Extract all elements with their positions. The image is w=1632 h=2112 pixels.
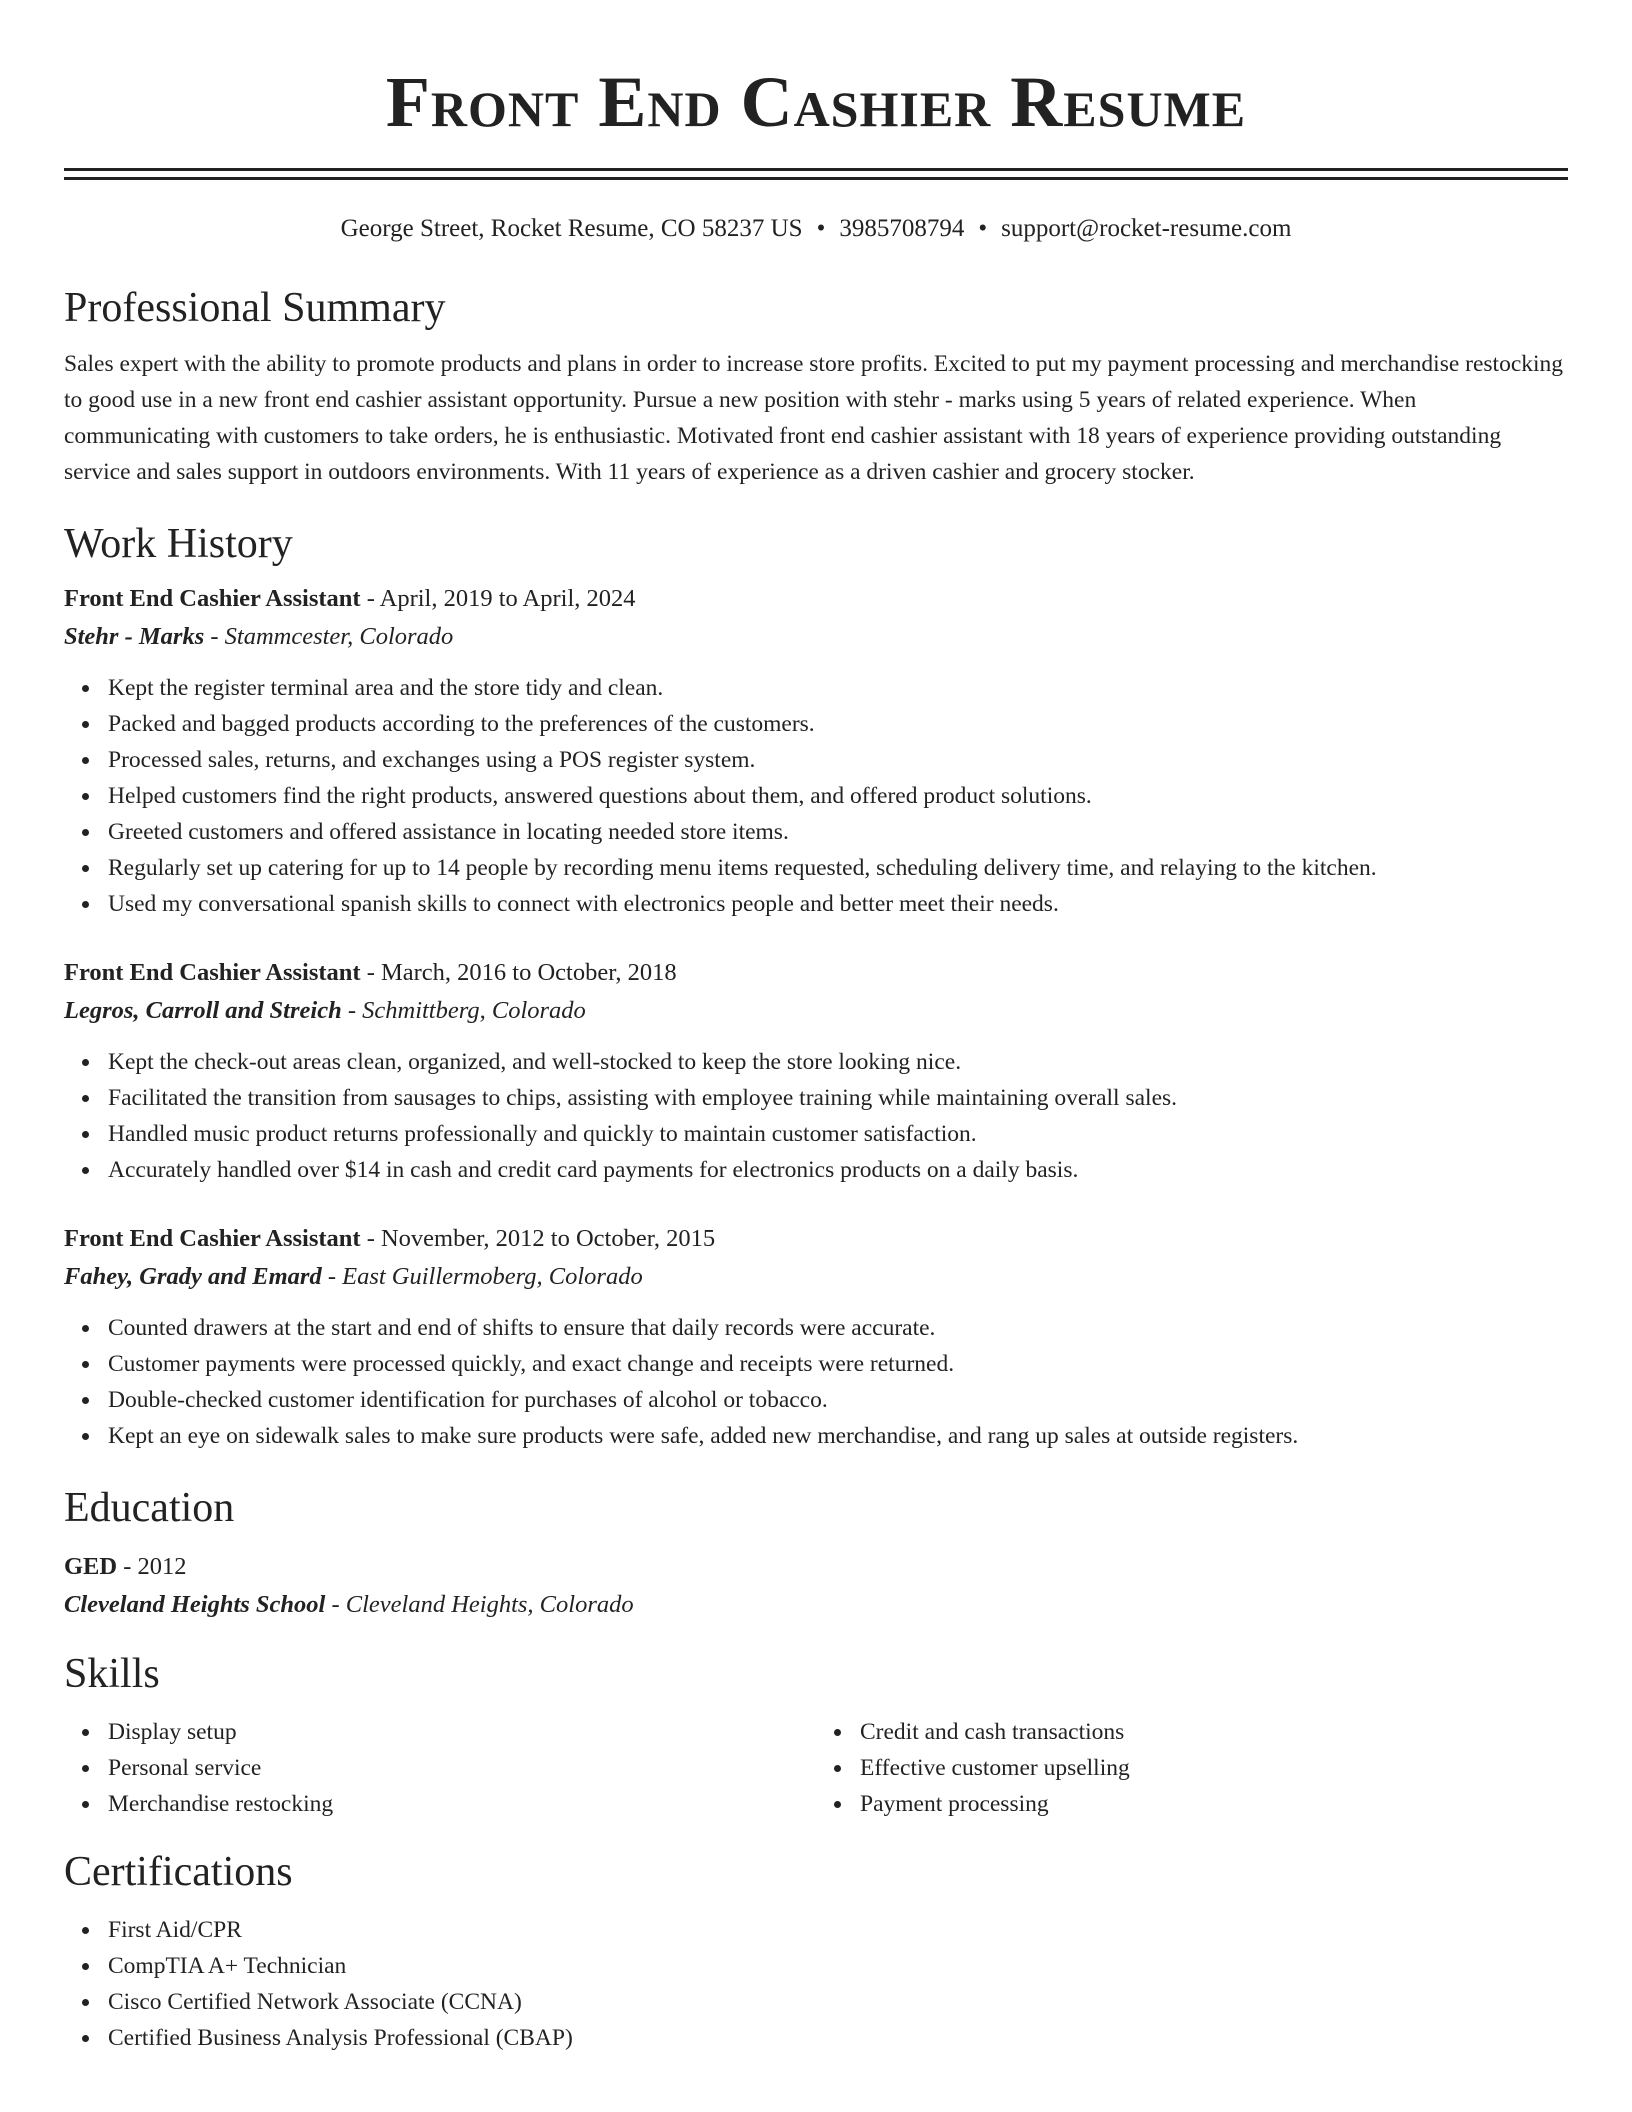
contact-address: George Street, Rocket Resume, CO 58237 US: [340, 215, 803, 242]
summary-text: Sales expert with the ability to promote products and plans in order to increase store profits. Excited to put my payment processing and merchandise restocking to good use in a new front end cashier assistant opportunity. Pursue a new position with stehr - marks using 5 years of related experience. When communicating with customers to take orders, he is enthusiastic. Motivated front end cashier assistant with 18 years of experience providing outstanding service and sales support in outdoors environments. With 11 years of experience as a driven cashier and grocery stocker.: [64, 351, 1564, 485]
certifications-section: [64, 1846, 1568, 2056]
summary-heading: Professional Summary: [64, 285, 446, 331]
degree-line: [64, 1548, 1568, 1586]
certifications-list: [64, 1912, 1568, 2056]
list-item: Customer payments were processed quickly, and exact change and receipts were returned.: [108, 1346, 1568, 1382]
skills-list-right: [816, 1714, 1568, 1822]
job-duties-list: [64, 1310, 1568, 1454]
job-title-line: [64, 954, 1568, 992]
school-name: Cleveland Heights School: [64, 1591, 326, 1618]
job-duties-list: [64, 1044, 1568, 1188]
contact-separator: •: [978, 215, 988, 242]
degree: GED: [64, 1553, 118, 1580]
work-history-heading: Work History: [64, 521, 293, 567]
job-entry: [64, 954, 1568, 1188]
contact-separator: •: [816, 215, 826, 242]
list-item: Helped customers find the right products, answered questions about them, and offered product solutions.: [108, 778, 1568, 814]
list-item: Regularly set up catering for up to 14 people by recording menu items requested, scheduling delivery time, and relaying to the kitchen.: [108, 850, 1568, 886]
list-item: Cisco Certified Network Associate (CCNA): [108, 1984, 1568, 2020]
list-item: Counted drawers at the start and end of shifts to ensure that daily records were accurate.: [108, 1310, 1568, 1346]
education-entry: [64, 1548, 1568, 1624]
list-item: CompTIA A+ Technician: [108, 1948, 1568, 1984]
list-item: First Aid/CPR: [108, 1912, 1568, 1948]
company-name: Fahey, Grady and Emard: [64, 1263, 322, 1290]
graduation-year: - 2012: [117, 1553, 187, 1580]
job-title: Front End Cashier Assistant: [64, 585, 361, 612]
list-item: Double-checked customer identification for purchases of alcohol or tobacco.: [108, 1382, 1568, 1418]
list-item: Display setup: [108, 1714, 816, 1750]
list-item: Credit and cash transactions: [860, 1714, 1568, 1750]
company-location: - Schmittberg, Colorado: [341, 997, 586, 1024]
list-item: Handled music product returns professionally and quickly to maintain customer satisfaction.: [108, 1116, 1568, 1152]
skills-list-left: [64, 1714, 816, 1822]
company-name: Legros, Carroll and Streich: [64, 997, 342, 1024]
job-dates: - April, 2019 to April, 2024: [360, 585, 636, 612]
list-item: Kept an eye on sidewalk sales to make sure products were safe, added new merchandise, and rang up sales at outside registers.: [108, 1418, 1568, 1454]
job-entry: [64, 580, 1568, 922]
skills-columns: [64, 1714, 1568, 1822]
company-location: - East Guillermoberg, Colorado: [321, 1263, 643, 1290]
school-line: [64, 1586, 1568, 1624]
list-item: Personal service: [108, 1750, 816, 1786]
education-section: [64, 1482, 1568, 1624]
contact-line: [64, 212, 1568, 246]
job-title: Front End Cashier Assistant: [64, 959, 361, 986]
contact-email: support@rocket-resume.com: [1001, 215, 1292, 242]
certifications-heading: Certifications: [64, 1849, 293, 1895]
list-item: Facilitated the transition from sausages to chips, assisting with employee training while maintaining overall sales.: [108, 1080, 1568, 1116]
list-item: Kept the check-out areas clean, organized, and well-stocked to keep the store looking nice.: [108, 1044, 1568, 1080]
skills-heading: Skills: [64, 1651, 160, 1697]
job-title-line: [64, 580, 1568, 618]
company-name: Stehr - Marks: [64, 623, 205, 650]
job-title-line: [64, 1220, 1568, 1258]
list-item: Processed sales, returns, and exchanges using a POS register system.: [108, 742, 1568, 778]
school-location: - Cleveland Heights, Colorado: [325, 1591, 634, 1618]
contact-phone: 3985708794: [839, 215, 965, 242]
list-item: Certified Business Analysis Professional (CBAP): [108, 2020, 1568, 2056]
list-item: Accurately handled over $14 in cash and credit card payments for electronics products on a daily basis.: [108, 1152, 1568, 1188]
list-item: Packed and bagged products according to the preferences of the customers.: [108, 706, 1568, 742]
company-line: [64, 992, 1568, 1030]
resume-title: Front End Cashier Resume: [385, 62, 1247, 142]
job-entry: [64, 1220, 1568, 1454]
list-item: Greeted customers and offered assistance in locating needed store items.: [108, 814, 1568, 850]
education-heading: Education: [64, 1485, 235, 1531]
job-title: Front End Cashier Assistant: [64, 1225, 361, 1252]
work-history-section: [64, 518, 1568, 1454]
summary-section: [64, 282, 1568, 490]
title-divider: [64, 168, 1568, 180]
list-item: Payment processing: [860, 1786, 1568, 1822]
list-item: Kept the register terminal area and the store tidy and clean.: [108, 670, 1568, 706]
job-duties-list: [64, 670, 1568, 922]
job-dates: - November, 2012 to October, 2015: [360, 1225, 716, 1252]
job-dates: - March, 2016 to October, 2018: [360, 959, 677, 986]
company-location: - Stammcester, Colorado: [204, 623, 454, 650]
list-item: Effective customer upselling: [860, 1750, 1568, 1786]
skills-section: [64, 1648, 1568, 1822]
list-item: Merchandise restocking: [108, 1786, 816, 1822]
list-item: Used my conversational spanish skills to connect with electronics people and better meet their needs.: [108, 886, 1568, 922]
company-line: [64, 1258, 1568, 1296]
resume-page: [64, 0, 1568, 2056]
company-line: [64, 618, 1568, 656]
